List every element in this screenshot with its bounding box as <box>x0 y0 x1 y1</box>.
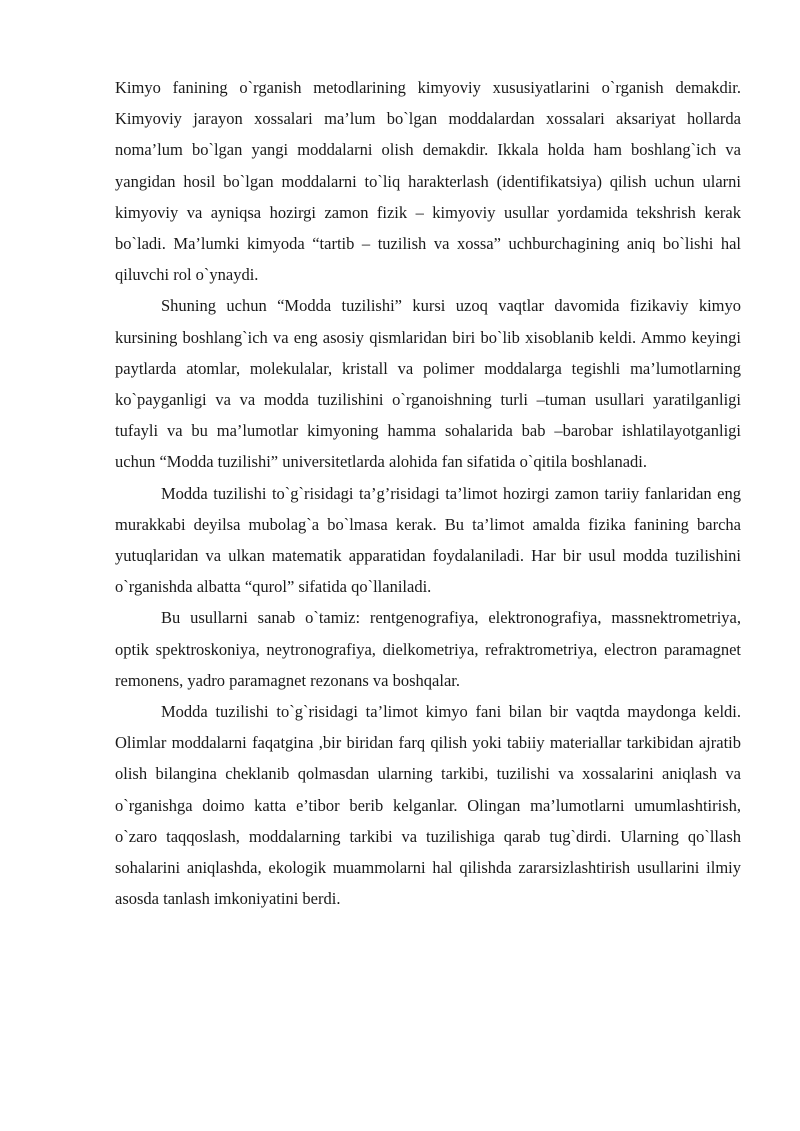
paragraph-2: Shuning uchun “Modda tuzilishi” kursi uzoq vaqtlar davomida fizikaviy kimyo kursining boshlang`ich va eng asosiy qismlaridan biri bo`lib xisoblanib keldi. Ammo keyingi paytlarda atomlar, molekulalar, kristall va polimer moddalarga tegishli ma’lumotlarning ko`payganligi va va modda tuzilishini o`rganoishning turli –tuman usullari yaratilganligi tufayli va bu ma’lumotlar kimyoning hamma sohalarida bab –barobar ishlatilayotganligi uchun “Modda tuzilishi” universitetlarda alohida fan sifatida o`qitila boshlanadi. <box>115 296 741 472</box>
paragraph-5: Modda tuzilishi to`g`risidagi ta’limot kimyo fani bilan bir vaqtda maydonga keldi. Olimlar moddalarni faqatgina ,bir biridan farq qilish yoki tabiiy materiallar tarkibidan ajratib olish bilangina cheklanib qolmasdan ularning tarkibi, tuzilishi va xossalarini aniqlash va o`rganishga doimo katta e’tibor berib kelganlar. Olingan ma’lumotlarni umumlashtirish, o`zaro taqqoslash, moddalarning tarkibi va tuzilishiga qarab tug`dirdi. Ularning qo`llash sohalarini aniqlashda, ekologik muammolarni hal qilishda zararsizlashtirish usullarini ilmiy asosda tanlash imkoniyatini berdi. <box>115 702 741 909</box>
paragraph-4: Bu usullarni sanab o`tamiz: rentgenografiya, elektronografiya, massnektrometriya, optik spektroskoniya, neytronografiya, dielkometriya, refraktrometriya, electron paramagnet remonens, yadro paramagnet rezonans va boshqalar. <box>115 608 741 690</box>
paragraph-3: Modda tuzilishi to`g`risidagi ta’g’risidagi ta’limot hozirgi zamon tariiy fanlaridan eng murakkabi deyilsa mubolag`a bo`lmasa kerak. Bu ta’limot amalda fizika fanining barcha yutuqlaridan va ulkan matematik apparatidan foydalaniladi. Har bir usul modda tuzilishini o`rganishda albatta “qurol” sifatida qo`llaniladi. <box>115 483 741 597</box>
document-body <box>115 72 741 914</box>
paragraph-1: Kimyo fanining o`rganish metodlarining kimyoviy xususiyatlarini o`rganish demakdir. Kimyoviy jarayon xossalari ma’lum bo`lgan moddalardan xossalari aksariyat hollarda noma’lum bo`lgan yangi moddalarni olish demakdir. Ikkala holda ham boshlang`ich va yangidan hosil bo`lgan moddalarni to`liq harakterlash (identifikatsiya) qilish uchun ularni kimyoviy va ayniqsa hozirgi zamon fizik – kimyoviy usullar yordamida tekshrish kerak bo`ladi. Ma’lumki kimyoda “tartib – tuzilish va xossa” uchburchagining aniq bo`lishi hal qiluvchi rol o`ynaydi. <box>115 78 741 285</box>
